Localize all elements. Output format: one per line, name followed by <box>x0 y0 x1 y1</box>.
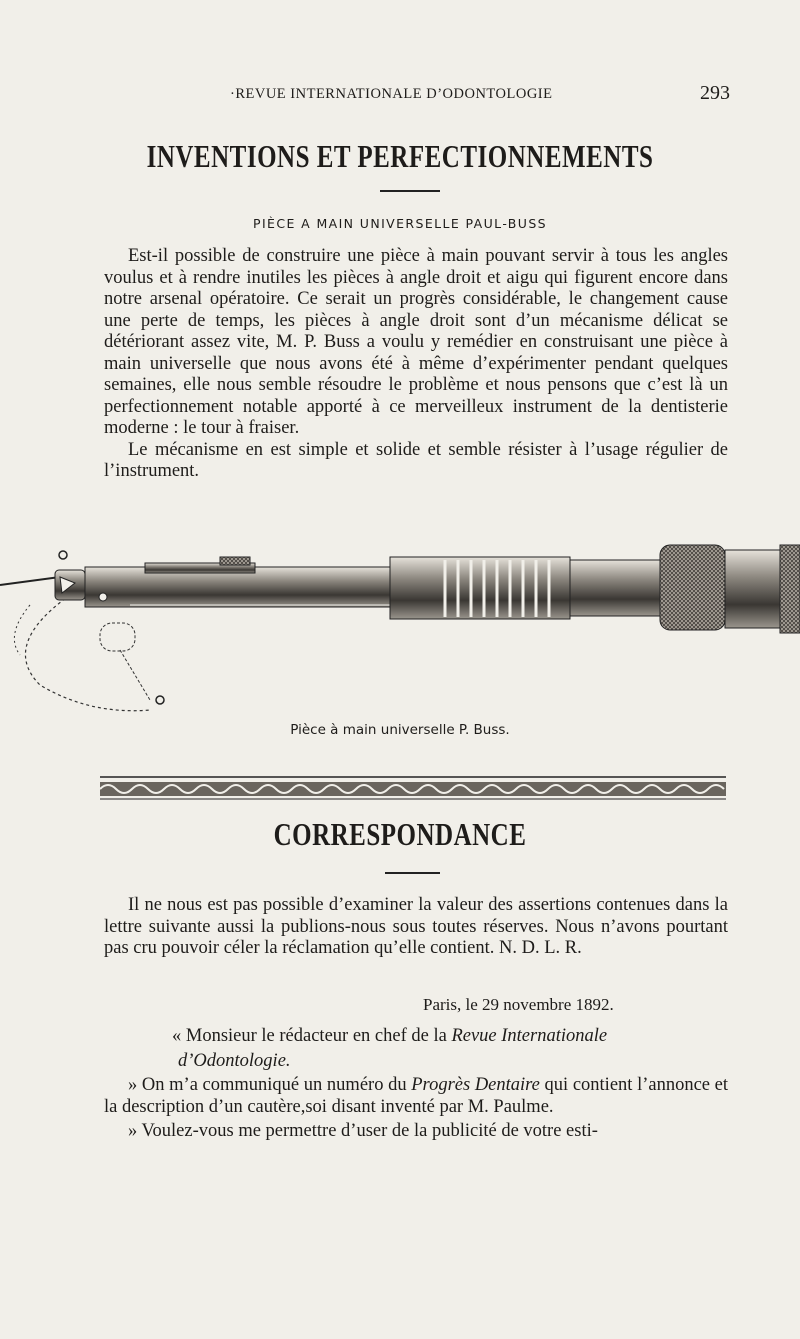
salutation-text: « Monsieur le rédacteur en chef de la <box>172 1026 452 1046</box>
editorial-note-paragraph: Il ne nous est pas possible d’examiner la valeur des assertions contenues dans la lettre suivante aussi la publions-nous sous toutes réserves. Nous n’avons pourtant pas cru pouvoir céler la réclamation qu’elle contient. N. D. L. R. <box>104 895 728 958</box>
letter-text: qui contient l’annonce et la description d’un cautère,soi disant inventé par M. Paulme. <box>104 1075 729 1117</box>
letter-body <box>104 1026 728 1146</box>
letter-salutation-continued: d’Odontologie. <box>178 1050 291 1071</box>
letter-salutation <box>104 1026 728 1048</box>
ornamental-divider <box>100 775 726 801</box>
article-body <box>104 246 728 483</box>
letter-dateline: Paris, le 29 novembre 1892. <box>423 995 614 1014</box>
section-title-correspondance: CORRESPONDANCE <box>273 818 527 853</box>
letter-paragraph <box>104 1075 728 1118</box>
section-title-inventions: INVENTIONS ET PERFECTIONNEMENTS <box>146 140 654 175</box>
letter-text: » On m’a communiqué un numéro du <box>128 1075 412 1095</box>
letter-paragraph: » Voulez-vous me permettre d’user de la publicité de votre esti- <box>128 1121 598 1141</box>
figure-caption: Pièce à main universelle P. Buss. <box>290 722 510 738</box>
article-subtitle: PIÈCE A MAIN UNIVERSELLE PAUL-BUSS <box>253 216 547 231</box>
journal-running-title: ·REVUE INTERNATIONALE D’ODONTOLOGIE <box>230 86 553 102</box>
article-paragraph: Le mécanisme en est simple et solide et semble résister à l’usage régulier de l’instrument. <box>104 439 728 481</box>
editorial-note <box>104 895 728 960</box>
running-header <box>0 82 800 110</box>
article-paragraph: Est-il possible de construire une pièce à main pouvant servir à tous les angles voulus et à rendre inutiles les pièces à angle droit et aigu qui figurent encore dans notre arsenal opératoire. Ce serait un progrès considérable, le changement cause une perte de temps, les pièces à angle droit sont d’un mécanisme délicat se détériorant assez vite, M. P. Buss a voulu y remédier en construisant une pièce à main universelle que nous avons été à même d’expérimenter pendant quelques semaines, elle nous semble résoudre le problème et nous pensons que c’est là un perfectionnement notable apporté à ce merveilleux instrument de la dentisterie moderne : le tour à fraiser. <box>104 246 728 438</box>
journal-name: Revue Internationale <box>451 1026 608 1046</box>
title-rule <box>385 872 440 874</box>
journal-name: Progrès Dentaire <box>411 1075 540 1095</box>
handpiece-engraving <box>0 535 800 720</box>
title-rule <box>380 190 440 192</box>
page-number: 293 <box>700 82 730 104</box>
